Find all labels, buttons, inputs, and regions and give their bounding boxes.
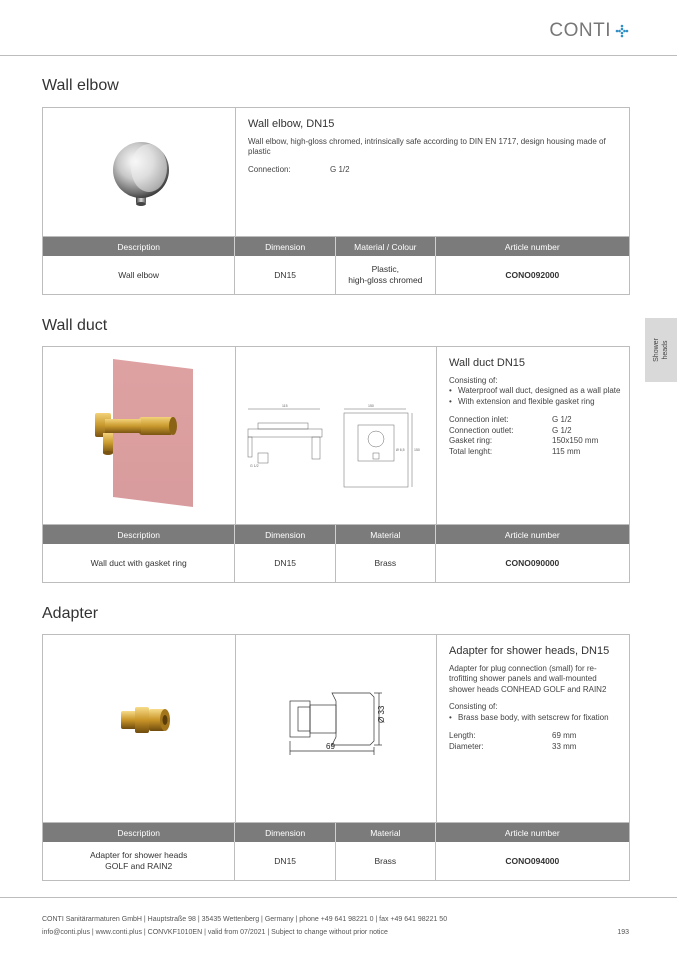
column-header: Description: [43, 237, 235, 256]
description-line: Adapter for shower heads: [90, 850, 188, 860]
drawing-dim: 150: [368, 404, 374, 408]
feature-list: [449, 713, 624, 724]
row-material: [336, 256, 436, 294]
product-description: Wall elbow, high-gloss chromed, intrinsically safe according to DIN EN 1717, design housing made of plastic: [248, 136, 606, 156]
brand-name: CONTI: [549, 20, 611, 41]
page-number: 193: [617, 929, 629, 936]
product-wall-elbow: [42, 107, 630, 295]
product-wall-duct: [42, 346, 630, 583]
drawing-label: Ø 6,5: [396, 448, 405, 452]
wall-duct-technical-drawing: [236, 347, 437, 525]
column-header: Article number: [504, 241, 560, 252]
drawing-dim: 150: [414, 448, 420, 452]
row-dimension: DN15: [235, 842, 336, 880]
header-divider: [0, 55, 677, 56]
row-material: Brass: [336, 842, 436, 880]
column-header: Description: [43, 525, 235, 544]
table-header: [43, 237, 629, 256]
side-tab-label: Shower heads: [653, 338, 669, 362]
row-description: Wall elbow: [43, 256, 235, 294]
consisting-label: Consisting of:: [449, 375, 498, 385]
list-item: • With extension and flexible gasket ring: [449, 397, 624, 408]
product-adapter: [42, 634, 630, 881]
table-header: [43, 823, 629, 842]
material-line: high-gloss chromed: [348, 275, 423, 285]
table-row: [43, 842, 629, 880]
product-title: Wall duct DN15: [449, 357, 526, 369]
column-header: Material: [336, 823, 436, 842]
row-article-number: CONO092000: [505, 269, 560, 280]
material-line: Plastic,: [371, 264, 400, 274]
spec-row: Connection inlet: G 1/2: [449, 415, 572, 424]
row-dimension: DN15: [235, 256, 336, 294]
row-description: [43, 842, 235, 880]
adapter-image: [43, 635, 236, 823]
wall-elbow-image: [43, 108, 236, 237]
conti-plus-icon: [614, 23, 630, 39]
product-title: Adapter for shower heads, DN15: [449, 645, 610, 657]
section-title-wall-elbow: Wall elbow: [42, 77, 119, 94]
feature-list: [449, 386, 624, 407]
column-header: Article number: [504, 529, 560, 540]
drawing-length: 69: [326, 742, 335, 751]
column-header: Dimension: [235, 525, 336, 544]
spec-row: Total lenght: 115 mm: [449, 446, 581, 456]
column-header: Dimension: [235, 237, 336, 256]
drawing-label: G 1/2: [250, 464, 259, 468]
consisting-label: Consisting of:: [449, 702, 498, 711]
product-info-cell: [437, 635, 631, 822]
section-title-adapter: Adapter: [42, 605, 99, 622]
product-description: Adapter for plug connection (small) for re-trofitting shower panels and wall-mounted shower heads CONHEAD GOLF and RAIN2: [449, 663, 607, 694]
column-header: Material: [336, 525, 436, 544]
footer-address: CONTI Sanitärarmaturen GmbH | Hauptstraße 98 | 35435 Wettenberg | Germany | phone +49 641 98221 0 | fax +49 641 98221 50: [42, 916, 448, 923]
column-header: Article number: [504, 827, 560, 838]
column-header: Description: [43, 823, 235, 842]
spec-row: Gasket ring: 150x150 mm: [449, 436, 599, 445]
product-image-cell: [43, 347, 236, 524]
row-article-number: CONO094000: [505, 855, 560, 866]
column-header: Material / Colour: [336, 237, 436, 256]
brand-logo: [549, 20, 630, 42]
row-material: Brass: [336, 544, 436, 582]
product-info-cell: [236, 108, 631, 236]
spec-row: Connection outlet: G 1/2: [449, 425, 572, 435]
row-dimension: DN15: [235, 544, 336, 582]
spec-value: G 1/2: [330, 164, 350, 174]
column-header: Dimension: [235, 823, 336, 842]
product-title: Wall elbow, DN15: [248, 118, 335, 130]
description-line: GOLF and RAIN2: [105, 861, 173, 871]
drawing-dim: 115: [282, 404, 288, 408]
adapter-technical-drawing: [236, 635, 437, 823]
list-item: • Waterproof wall duct, designed as a wall plate: [449, 386, 624, 397]
wall-duct-image: [43, 347, 236, 525]
footer-divider: [0, 897, 677, 898]
table-row: [43, 544, 629, 582]
row-article-number: CONO090000: [505, 557, 560, 568]
table-header: [43, 525, 629, 544]
section-title-wall-duct: Wall duct: [42, 317, 108, 334]
product-info-cell: [437, 347, 631, 524]
table-row: [43, 256, 629, 294]
drawing-diameter: Ø 33: [377, 705, 386, 723]
spec-label: Connection:: [248, 164, 291, 174]
spec-row: Length: 69 mm: [449, 731, 577, 740]
footer-contact: info@conti.plus | www.conti.plus | CONVKF1010EN | valid from 07/2021 | Subject to change without prior notice: [42, 929, 388, 936]
list-item: • Brass base body, with setscrew for fixation: [449, 713, 624, 724]
product-image-cell: [43, 635, 236, 822]
technical-drawing-cell: [236, 347, 437, 524]
row-description: Wall duct with gasket ring: [43, 544, 235, 582]
side-tab-shower-heads[interactable]: [645, 318, 677, 382]
technical-drawing-cell: [236, 635, 437, 822]
spec-row: Diameter: 33 mm: [449, 741, 577, 751]
product-image-cell: [43, 108, 236, 236]
